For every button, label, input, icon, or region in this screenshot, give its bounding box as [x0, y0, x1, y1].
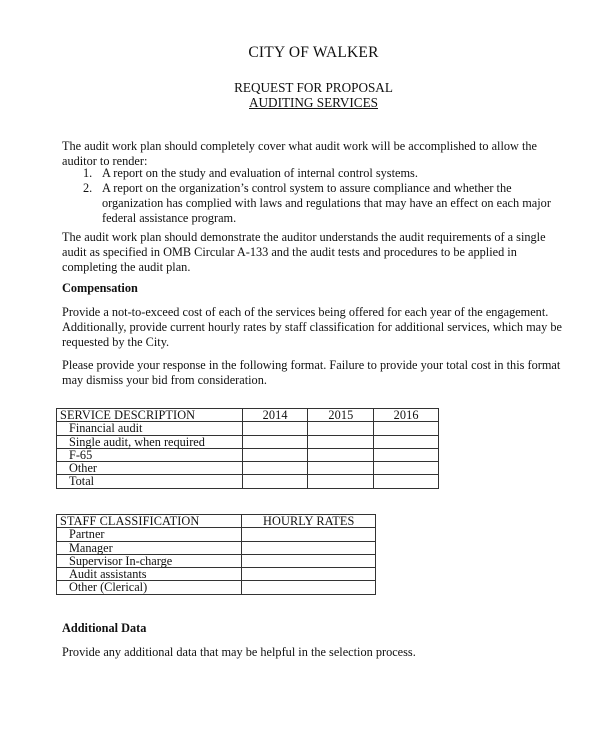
table-row	[57, 541, 376, 554]
table-header-row	[57, 515, 376, 528]
cost-cell-2014[interactable]	[242, 462, 308, 475]
list-item-text: A report on the study and evaluation of internal control systems.	[102, 166, 418, 180]
format-paragraph: Please provide your response in the following format. Failure to provide your total cost in this format may dismiss your bid from consideration.	[62, 358, 561, 387]
table-header-row	[57, 409, 439, 422]
audit-plan-paragraph: The audit work plan should demonstrate the auditor understands the audit requirements of a single audit as specified in OMB Circular A-133 and the audit tests and procedures to be applied in completing the audit plan.	[62, 230, 546, 274]
staff-cell: Partner	[57, 528, 242, 541]
additional-data-paragraph: Provide any additional data that may be helpful in the selection process.	[62, 645, 416, 659]
table-row	[57, 435, 439, 448]
rate-cell[interactable]	[242, 568, 376, 581]
cost-cell-2014[interactable]	[242, 448, 308, 461]
cost-cell-2015[interactable]	[308, 448, 374, 461]
additional-data-heading: Additional Data	[62, 621, 147, 635]
rate-cell[interactable]	[242, 581, 376, 594]
intro-paragraph: The audit work plan should completely cover what audit work will be accomplished to allow the auditor to render:	[62, 139, 538, 168]
staff-rates-table	[56, 514, 376, 595]
cost-cell-2015[interactable]	[308, 435, 374, 448]
cost-cell-2014[interactable]	[242, 422, 308, 435]
compensation-paragraph: Provide a not-to-exceed cost of each of the services being offered for each year of the engagement. Additionally, provide current hourly rates by staff classification for additional services, which may be requested by the City.	[62, 305, 562, 349]
table-row	[57, 475, 439, 488]
table-row	[57, 462, 439, 475]
cost-cell-2015[interactable]	[308, 422, 374, 435]
list-item	[62, 166, 562, 181]
cost-cell-2016[interactable]	[374, 422, 439, 435]
column-header-staff: STAFF CLASSIFICATION	[57, 515, 242, 528]
cost-cell-2015[interactable]	[308, 475, 374, 488]
service-cell: Financial audit	[57, 422, 243, 435]
column-header-2014: 2014	[242, 409, 308, 422]
list-item-text: A report on the organization’s control system to assure compliance and whether the organization has complied with laws and regulations that may have an effect on each major federal assistance program.	[102, 181, 551, 225]
service-cell: Other	[57, 462, 243, 475]
document-subtitle-line1: REQUEST FOR PROPOSAL	[234, 80, 393, 95]
compensation-heading: Compensation	[62, 281, 138, 295]
cost-cell-2015[interactable]	[308, 462, 374, 475]
staff-cell: Other (Clerical)	[57, 581, 242, 594]
table-row	[57, 528, 376, 541]
requirements-list	[62, 166, 562, 226]
column-header-service: SERVICE DESCRIPTION	[57, 409, 243, 422]
document-title: CITY OF WALKER	[248, 44, 379, 61]
service-cell: Total	[57, 475, 243, 488]
table-row	[57, 581, 376, 594]
table-row	[57, 554, 376, 567]
service-cell: Single audit, when required	[57, 435, 243, 448]
staff-cell: Manager	[57, 541, 242, 554]
table-row	[57, 568, 376, 581]
table-row	[57, 422, 439, 435]
list-item-number: 2.	[83, 181, 93, 195]
cost-cell-2016[interactable]	[374, 462, 439, 475]
column-header-2016: 2016	[374, 409, 439, 422]
cost-cell-2016[interactable]	[374, 475, 439, 488]
staff-cell: Audit assistants	[57, 568, 242, 581]
rate-cell[interactable]	[242, 541, 376, 554]
document-subtitle-line2: AUDITING SERVICES	[249, 95, 378, 110]
column-header-hourly-rates: HOURLY RATES	[242, 515, 376, 528]
cost-cell-2014[interactable]	[242, 435, 308, 448]
cost-cell-2014[interactable]	[242, 475, 308, 488]
service-cost-table	[56, 408, 439, 489]
cost-cell-2016[interactable]	[374, 448, 439, 461]
service-cell: F-65	[57, 448, 243, 461]
list-item-number: 1.	[83, 166, 93, 180]
cost-cell-2016[interactable]	[374, 435, 439, 448]
table-row	[57, 448, 439, 461]
list-item	[62, 181, 562, 226]
column-header-2015: 2015	[308, 409, 374, 422]
staff-cell: Supervisor In-charge	[57, 554, 242, 567]
rate-cell[interactable]	[242, 554, 376, 567]
rate-cell[interactable]	[242, 528, 376, 541]
